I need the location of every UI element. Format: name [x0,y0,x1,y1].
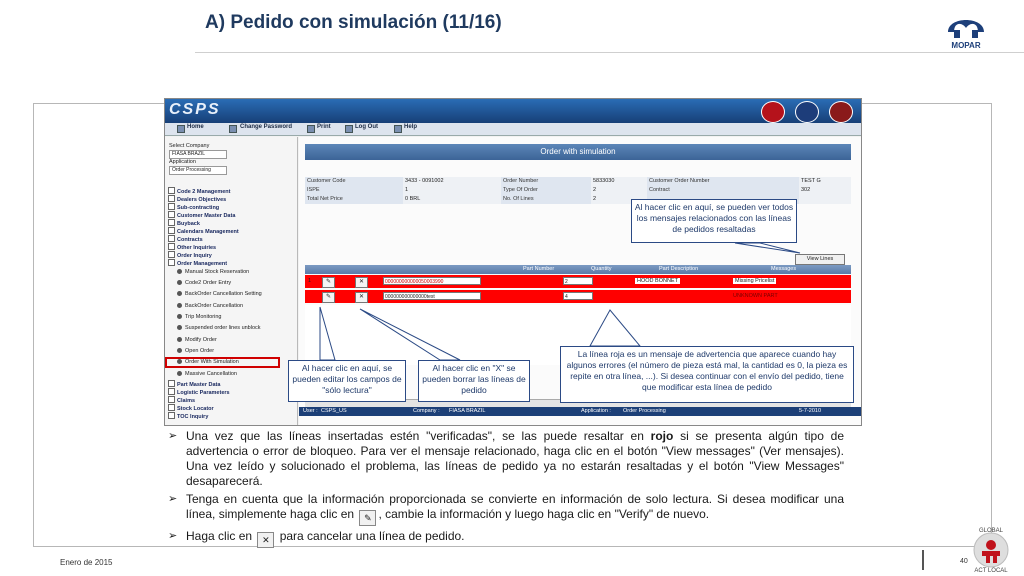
info-label: Customer Code [305,177,403,186]
arrow-bullet-icon: ➢ [168,430,178,442]
collapse-icon [168,259,175,266]
callout-view-lines: Al hacer clic en aquí, se pueden ver todos los mensajes relacionados con las líneas de pedidos resaltadas [631,199,797,243]
sidebar-cat-label: Buyback [177,221,200,227]
app-header [165,99,861,123]
sidebar-cat-buyback[interactable] [168,219,200,227]
sidebar-highlight-box [165,357,280,368]
application-label: Application [169,159,196,165]
expand-icon [168,380,175,387]
bullet-list [168,429,844,551]
expand-icon [168,211,175,218]
line-message: Missing Pricelist [735,278,775,284]
app-status-bar [299,407,861,416]
bullet-2-text-b: , cambie la información y luego haga clic en "Verify" de nuevo. [378,507,710,521]
sidebar-item-label: Order With Simulation [185,359,239,365]
info-label: Total Net Price [305,195,403,204]
sidebar-item-bo-cancel-setting[interactable] [177,291,262,297]
sidebar-item-code2-entry[interactable] [177,280,231,286]
sidebar-cat-label: Customer Master Data [177,213,236,219]
line-number: 1 [308,278,312,284]
info-value: TEST G [799,177,851,186]
bullet-icon [177,337,182,342]
edit-icon: ✎ [359,510,376,526]
sidebar-item-label: BackOrder Cancellation [185,303,244,309]
expand-icon [168,412,175,419]
col-part-description: Part Description [659,266,699,272]
bullet-icon [177,371,182,376]
global-act-local-logo [962,524,1020,574]
order-lines-header [305,265,851,274]
bullet-icon [177,325,182,330]
info-label: Contract [647,186,799,195]
delete-icon: ✕ [257,532,274,548]
logout-icon[interactable] [345,125,353,133]
app-menubar [165,123,861,136]
info-value [799,195,851,204]
expand-icon [168,235,175,242]
alfa-romeo-logo-icon [829,101,853,123]
expand-icon [168,243,175,250]
edit-line-icon[interactable]: ✎ [322,277,335,288]
select-company-label: Select Company [169,143,210,149]
global-act-bottom-text: ACT LOCAL [974,568,1008,574]
view-lines-button[interactable]: View Lines [795,254,845,265]
expand-icon [168,388,175,395]
menu-log-out[interactable]: Log Out [355,124,378,130]
sidebar-item-open-order[interactable] [177,348,214,354]
csps-logo: CSPS [169,101,221,118]
status-application: Order Processing [623,408,666,414]
slide-title: A) Pedido con simulación (11/16) [205,12,502,33]
app-sidebar [165,137,298,425]
info-label: Order Number [501,177,591,186]
mopar-logo [940,10,992,52]
page-number: 40 [960,558,968,565]
quantity-input[interactable]: 4 [563,292,593,300]
expand-icon [168,195,175,202]
expand-icon [168,251,175,258]
sidebar-cat-customer-master[interactable] [168,211,235,219]
bullet-3-text-b: para cancelar una línea de pedido. [276,529,465,543]
sidebar-cat-order-inquiry[interactable] [168,251,212,259]
key-icon[interactable] [229,125,237,133]
bullet-item-3 [168,529,844,548]
sidebar-item-manual-stock[interactable] [177,269,249,275]
sidebar-cat-label: Code 2 Management [177,189,231,195]
bullet-3-text-a: Haga clic en [186,529,256,543]
print-icon[interactable] [307,125,315,133]
sidebar-cat-label: Contracts [177,237,203,243]
home-icon[interactable] [177,125,185,133]
col-messages: Messages [771,266,797,272]
sidebar-cat-label: TOC Inquiry [177,414,209,420]
quantity-input[interactable]: 2 [563,277,593,285]
sidebar-cat-stock-locator[interactable] [168,404,214,412]
company-select[interactable]: FIASA BRAZIL [169,150,227,159]
expand-icon [168,227,175,234]
bullet-1-text-a: Una vez que las líneas insertadas estén "verificadas", se las puede resaltar en [186,429,651,443]
col-part-number: Part Number [523,266,555,272]
bullet-item-1 [168,429,844,489]
bullet-2-text-a: Tenga en cuenta que la información proporcionada se convierte en información de solo lectura. Si desea modificar una línea, simplemente haga clic en [186,492,844,521]
order-line-1 [305,275,851,288]
sidebar-item-suspended-unblock[interactable] [177,325,261,331]
sidebar-cat-dealers[interactable] [168,195,226,203]
sidebar-item-label: Modify Order [185,337,217,343]
sidebar-item-label: BackOrder Cancellation Setting [185,291,262,297]
expand-icon [168,187,175,194]
mopar-wordmark: MOPAR [951,41,981,50]
expand-icon [168,219,175,226]
bullet-icon [177,314,182,319]
sidebar-cat-code2[interactable] [168,187,230,195]
sidebar-cat-label: Other Inquiries [177,245,217,251]
info-value: 3433 - 0091002 [403,177,501,186]
info-value: 5833030 [591,177,647,186]
info-label: Type Of Order [501,186,591,195]
info-value: 302 [799,186,851,195]
info-label: No. Of Lines [501,195,591,204]
sidebar-cat-label: Dealers Objectives [177,197,227,203]
bullet-icon [177,303,182,308]
sidebar-cat-label: Logistic Parameters [177,390,230,396]
sidebar-cat-toc[interactable] [168,412,208,420]
menu-print[interactable]: Print [317,124,331,130]
status-user-label: User : [303,408,318,414]
line-message: UNKNOWN PART [733,293,778,299]
sidebar-cat-label: Part Master Data [177,382,221,388]
callout-edit-line: Al hacer clic en aquí, se pueden editar los campos de "sólo lectura" [288,360,406,402]
status-date: 5-7-2010 [799,408,822,414]
info-value: 0 BRL [403,195,501,204]
sidebar-cat-part-master[interactable] [168,380,220,388]
application-select[interactable]: Order Processing [169,166,227,175]
info-label: Customer Order Number [647,177,799,186]
menu-help[interactable]: Help [404,124,418,130]
footer-divider [922,550,924,570]
bullet-icon [177,269,182,274]
arrow-bullet-icon: ➢ [168,530,178,542]
global-act-top-text: GLOBAL [978,528,1004,534]
sidebar-cat-label: Sub-contracting [177,205,220,211]
sidebar-item-label: Suspended order lines unblock [185,325,261,331]
sidebar-cat-calendars[interactable] [168,227,239,235]
expand-icon [168,404,175,411]
expand-icon [168,203,175,210]
sidebar-cat-label: Claims [177,398,196,404]
bullet-item-2 [168,492,844,526]
col-quantity: Quantity [591,266,612,272]
part-number-input[interactable]: 000000000000000test [383,292,481,300]
info-value: 1 [403,186,501,195]
sidebar-item-label: Open Order [185,348,215,354]
menu-home[interactable]: Home [187,124,204,130]
bullet-icon [177,280,182,285]
info-value: 2 [591,186,647,195]
sidebar-cat-label: Order Inquiry [177,253,212,259]
part-description: HOOD BONNET [637,278,678,284]
sidebar-item-bo-cancel[interactable] [177,303,243,309]
order-banner: Order with simulation [305,144,851,160]
status-application-label: Application : [581,408,611,414]
status-company: FIASA BRAZIL [449,408,486,414]
delete-line-icon[interactable]: ✕ [355,277,368,288]
sidebar-item-label: Massive Cancellation [185,371,237,377]
bullet-1-bold: rojo [650,429,674,443]
arrow-bullet-icon: ➢ [168,493,178,505]
menu-change-password[interactable]: Change Password [240,124,293,130]
info-label: ISPE [305,186,403,195]
title-divider [195,52,1024,53]
edit-line-icon[interactable]: ✎ [322,292,335,303]
lancia-logo-icon [795,101,819,123]
fiat-logo-icon [761,101,785,123]
footer-date: Enero de 2015 [60,558,113,567]
status-company-label: Company : [413,408,440,414]
sidebar-cat-other-inquiries[interactable] [168,243,216,251]
bullet-icon [177,348,182,353]
sidebar-item-trip-monitoring[interactable] [177,314,221,320]
sidebar-item-modify-order[interactable] [177,337,217,343]
expand-icon [168,396,175,403]
sidebar-cat-label: Calendars Management [177,229,239,235]
sidebar-cat-contracts[interactable] [168,235,203,243]
status-user: CSPS_US [321,408,347,414]
sidebar-cat-subcontracting[interactable] [168,203,219,211]
sidebar-item-label: Code2 Order Entry [185,280,232,286]
sidebar-cat-claims[interactable] [168,396,195,404]
sidebar-item-label: Manual Stock Reservation [185,269,250,275]
sidebar-cat-order-management[interactable] [168,259,227,267]
order-line-2 [305,290,851,303]
sidebar-cat-label: Stock Locator [177,406,214,412]
sidebar-cat-logistic[interactable] [168,388,230,396]
info-value: 2 [591,195,647,204]
delete-line-icon[interactable]: ✕ [355,292,368,303]
part-number-input[interactable]: 000000000000050003990 [383,277,481,285]
bullet-icon [177,291,182,296]
sidebar-item-label: Trip Monitoring [185,314,222,320]
sidebar-item-massive-cancel[interactable] [177,371,237,377]
bullet-1-text-b: si se presenta algún tipo de advertencia o error de bloqueo. Para ver el mensaje relacionado, haga clic en el botón "View messages" (Ver mensajes). Una vez leído y solucionado el problema, las líneas de pedido ya no estarán resaltadas y el botón "View Messages" desaparecerá. [186,429,844,488]
sidebar-cat-label: Order Management [177,261,228,267]
callout-red-line: La línea roja es un mensaje de advertencia que aparece cuando hay algunos errores (el número de pieza está mal, la cantidad es 0, la pieza es repite en otra línea, ...). Si desea continuar con el envío del pedido, tiene que modificar esta línea de pedido [560,346,854,403]
callout-delete-line: Al hacer clic en "X" se pueden borrar las líneas de pedido [418,360,530,402]
help-icon[interactable] [394,125,402,133]
